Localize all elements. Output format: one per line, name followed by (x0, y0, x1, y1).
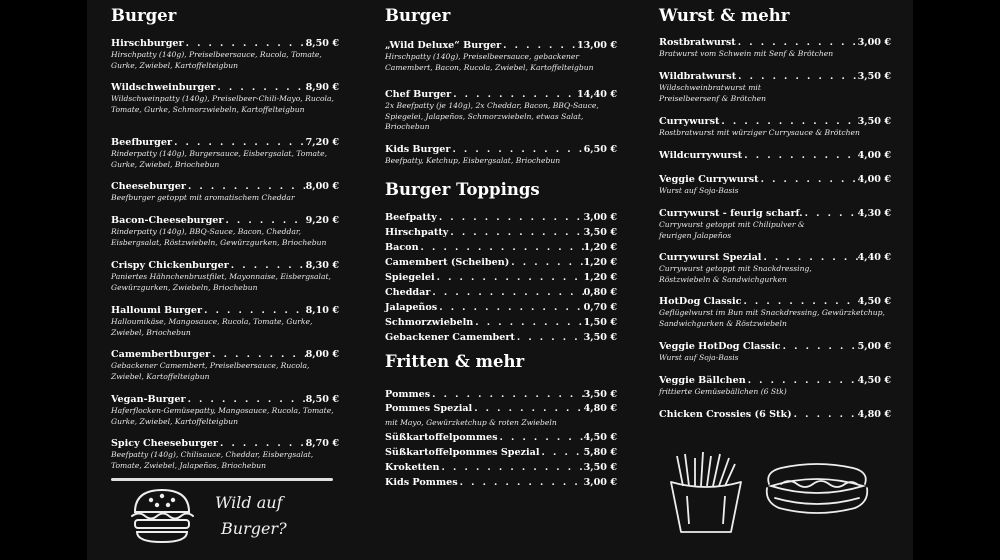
item-price: 0,80 € (583, 287, 617, 298)
item-price: 4,50 € (583, 432, 617, 443)
item-price: 3,50 € (583, 462, 617, 473)
item-price: 1,20 € (583, 242, 617, 253)
slogan-line-2: Burger? (221, 519, 287, 538)
item-price: 14,40 € (576, 89, 617, 100)
topping-item (385, 227, 617, 239)
item-price: 3,50 € (857, 71, 891, 82)
item-name: HotDog Classic (659, 296, 742, 307)
item-name: Chef Burger (385, 89, 452, 100)
item-description: Hirschpatty (140g), Preiselbeersauce, Rucola, Tomate, Gurke, Zwiebel, Kartoffelteigbun (111, 50, 322, 70)
item-description: Gebackener Camembert, Preiselbeersauce, Rucola, Zwiebel, Kartoffelteigbun (111, 361, 310, 381)
item-description: Beefpatty, Ketchup, Eisbergsalat, Briochebun (385, 156, 561, 165)
fritten-item (385, 447, 617, 459)
item-price: 4,00 € (857, 150, 891, 161)
item-name: Camembert (Scheiben) (385, 257, 510, 268)
topping-item (385, 257, 617, 269)
item-description: Wurst auf Soja-Basis (659, 186, 739, 195)
item-name: Crispy Chickenburger (111, 260, 229, 271)
menu-item (659, 71, 891, 104)
menu-item (111, 137, 339, 170)
item-price: 4,00 € (857, 174, 891, 185)
item-name: Cheddar (385, 287, 431, 298)
topping-item (385, 272, 617, 284)
item-name: Süßkartoffelpommes (385, 432, 498, 443)
fritten-item (385, 403, 617, 429)
menu-item (111, 349, 339, 382)
item-price: 8,30 € (305, 260, 339, 271)
item-description: Rinderpatty (140g), Burgersauce, Eisbergsalat, Tomate, Gurke, Zwiebel, Briochebun (111, 149, 328, 169)
topping-item (385, 332, 617, 344)
item-name: Wildschweinburger (111, 82, 216, 93)
item-name: Kids Pommes (385, 477, 458, 488)
item-price: 5,00 € (857, 341, 891, 352)
slogan-line-1: Wild auf (215, 493, 283, 512)
item-description: Rostbratwurst mit würziger Currysauce & Brötchen (659, 128, 860, 137)
item-description: Geflügelwurst im Bun mit Snackdressing, Gewürzketchup, Sandwichgurken & Röstzwiebeln (659, 308, 885, 328)
fries-icon (665, 452, 747, 536)
menu-item (659, 174, 891, 197)
item-price: 5,80 € (583, 447, 617, 458)
item-name: „Wild Deluxe“ Burger (385, 40, 502, 51)
menu-item (659, 341, 891, 364)
fritten-item (385, 389, 617, 401)
item-price: 4,80 € (583, 403, 617, 414)
item-name: Hirschburger (111, 38, 184, 49)
item-name: Chicken Crossies (6 Stk) (659, 409, 792, 420)
fritten-item (385, 462, 617, 474)
item-name: Spiegelei (385, 272, 435, 283)
menu-item (385, 89, 617, 133)
item-description: Hirschpatty (140g), Preiselbeersauce, gebackener Camembert, Bacon, Rucola, Zwiebel, Kartoffelteigbun (385, 52, 594, 72)
item-name: Hirschpatty (385, 227, 449, 238)
item-name: Jalapeños (385, 302, 438, 313)
menu-item (111, 215, 339, 248)
burger-icon (127, 486, 197, 546)
item-price: 8,50 € (305, 38, 339, 49)
menu-item (659, 252, 891, 285)
item-price: 7,20 € (305, 137, 339, 148)
item-price: 4,40 € (857, 252, 891, 263)
menu-board (87, 0, 913, 560)
item-name: Gebackener Camembert (385, 332, 515, 343)
menu-item (111, 260, 339, 293)
item-name: Currywurst (659, 116, 720, 127)
section-title-burger: Burger (111, 6, 177, 25)
menu-item (385, 144, 617, 167)
item-price: 1,20 € (583, 272, 617, 283)
menu-item (111, 181, 339, 204)
item-name: Kroketten (385, 462, 440, 473)
item-name: Currywurst - feurig scharf. (659, 208, 803, 219)
item-name: Pommes Spezial (385, 403, 473, 414)
item-price: 1,50 € (583, 317, 617, 328)
item-price: 3,50 € (583, 227, 617, 238)
item-name: Beefburger (111, 137, 173, 148)
item-name: Kids Burger (385, 144, 451, 155)
menu-item (659, 375, 891, 398)
item-name: Veggie HotDog Classic (659, 341, 781, 352)
item-name: Beefpatty (385, 212, 437, 223)
item-price: 0,70 € (583, 302, 617, 313)
topping-item (385, 242, 617, 254)
item-price: 3,50 € (583, 389, 617, 400)
fritten-item (385, 432, 617, 444)
item-price: 6,50 € (583, 144, 617, 155)
topping-item (385, 317, 617, 329)
item-name: Rostbratwurst (659, 37, 736, 48)
item-description: Beefburger getoppt mit aromatischem Cheddar (111, 193, 295, 202)
item-price: 8,00 € (305, 181, 339, 192)
item-price: 8,90 € (305, 82, 339, 93)
item-price: 3,00 € (583, 212, 617, 223)
item-description: Wildschweinpatty (140g), Preiselbeer-Chili-Mayo, Rucola, Tomate, Gurke, Schmorzwiebeln, Kartoffelteigbun (111, 94, 334, 114)
menu-item (659, 208, 891, 241)
item-description: mit Mayo, Gewürzketchup & roten Zwiebeln (385, 418, 557, 427)
item-price: 8,70 € (305, 438, 339, 449)
menu-item (385, 40, 617, 73)
item-description: Beefpatty (140g), Chilisauce, Cheddar, Eisbergsalat, Tomate, Zwiebel, Jalapeños, Briochebun (111, 450, 314, 470)
menu-item (659, 116, 891, 139)
item-price: 3,00 € (583, 477, 617, 488)
item-price: 4,80 € (857, 409, 891, 420)
item-name: Currywurst Spezial (659, 252, 762, 263)
item-description: Currywurst getoppt mit Chilipulver & feurigen Jalapeños (659, 220, 805, 240)
section-title-fritten: Fritten & mehr (385, 352, 525, 371)
item-description: Haferflocken-Gemüsepatty, Mangosauce, Rucola, Tomate, Gurke, Zwiebel, Kartoffelteigbun (111, 406, 334, 426)
item-description: Wildschweinbratwurst mit Preiselbeersenf & Brötchen (659, 83, 767, 103)
item-price: 8,50 € (305, 394, 339, 405)
item-name: Veggie Currywurst (659, 174, 759, 185)
fritten-item (385, 477, 617, 489)
menu-item (111, 82, 339, 115)
item-name: Wildbratwurst (659, 71, 737, 82)
item-description: frittierte Gemüsebällchen (6 Stk) (659, 387, 787, 396)
item-name: Bacon (385, 242, 419, 253)
menu-item (659, 37, 891, 60)
item-description: Rinderpatty (140g), BBQ-Sauce, Bacon, Cheddar, Eisbergsalat, Röstzwiebeln, Gewürzgurken, Briochebun (111, 227, 327, 247)
item-description: Currywurst getoppt mit Snackdressing, Röstzwiebeln & Sandwichgurken (659, 264, 812, 284)
section-title-wurst: Wurst & mehr (659, 6, 790, 25)
item-description: Paniertes Hähnchenbrustfilet, Mayonnaise, Eisbergsalat, Gewürzgurken, Zwiebeln, Briochebun (111, 272, 331, 292)
item-name: Vegan-Burger (111, 394, 186, 405)
section-title-burger-2: Burger (385, 6, 451, 25)
item-price: 9,20 € (305, 215, 339, 226)
topping-item (385, 212, 617, 224)
item-price: 8,00 € (305, 349, 339, 360)
topping-item (385, 302, 617, 314)
item-name: Pommes (385, 389, 431, 400)
menu-item (111, 438, 339, 471)
topping-item (385, 287, 617, 299)
item-description: 2x Beefpatty (je 140g), 2x Cheddar, Bacon, BBQ-Sauce, Spiegelei, Jalapeños, Schmorzwiebeln, etwas Salat, Briochebun (385, 101, 599, 131)
item-price: 8,10 € (305, 305, 339, 316)
item-name: Camembertburger (111, 349, 211, 360)
item-name: Cheeseburger (111, 181, 186, 192)
item-name: Wildcurrywurst (659, 150, 743, 161)
item-price: 3,50 € (583, 332, 617, 343)
item-name: Veggie Bällchen (659, 375, 746, 386)
item-description: Bratwurst vom Schwein mit Senf & Brötchen (659, 49, 834, 58)
section-title-toppings: Burger Toppings (385, 180, 540, 199)
menu-item (111, 305, 339, 338)
item-price: 4,30 € (857, 208, 891, 219)
item-price: 4,50 € (857, 296, 891, 307)
item-description: Wurst auf Soja-Basis (659, 353, 739, 362)
item-price: 4,50 € (857, 375, 891, 386)
item-price: 1,20 € (583, 257, 617, 268)
hotdog-icon (761, 458, 873, 524)
item-description: Halloumikäse, Mangosauce, Rucola, Tomate, Gurke, Zwiebel, Briochebun (111, 317, 313, 337)
menu-item (659, 409, 891, 421)
item-price: 13,00 € (576, 40, 617, 51)
chalk-divider (111, 478, 333, 481)
item-name: Süßkartoffelpommes Spezial (385, 447, 540, 458)
item-price: 3,00 € (857, 37, 891, 48)
menu-item (111, 394, 339, 427)
item-name: Halloumi Burger (111, 305, 203, 316)
menu-item (111, 38, 339, 71)
item-name: Spicy Cheeseburger (111, 438, 218, 449)
item-price: 3,50 € (857, 116, 891, 127)
item-name: Schmorzwiebeln (385, 317, 474, 328)
menu-item (659, 150, 891, 162)
item-name: Bacon-Cheeseburger (111, 215, 224, 226)
menu-item (659, 296, 891, 329)
